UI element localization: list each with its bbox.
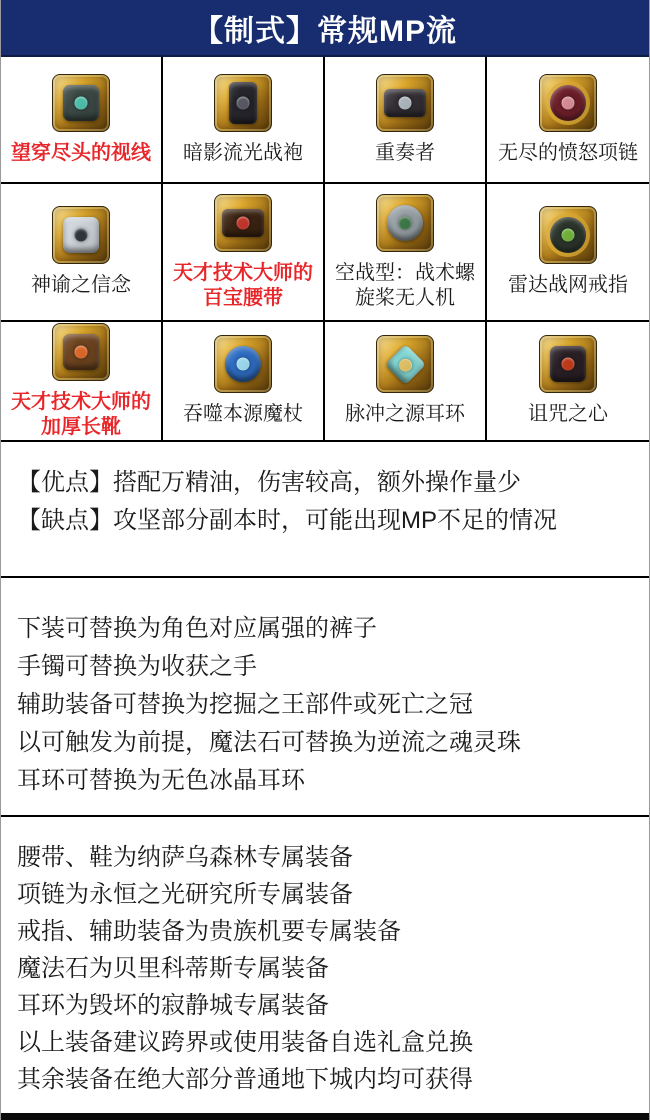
- shadow-armor-icon: [214, 74, 272, 132]
- source-note-line: 其余装备在绝大部分普通地下城内均可获得: [17, 1066, 473, 1093]
- source-note-line: 魔法石为贝里科蒂斯专属装备: [17, 955, 329, 982]
- title-bar: [1, 0, 649, 57]
- equipment-cell: [163, 184, 325, 322]
- equipment-name: 重奏者: [375, 141, 435, 164]
- cons-line: 【缺点】攻坚部分副本时，可能出现MP不足的情况: [17, 507, 557, 534]
- heavy-device-icon: [376, 74, 434, 132]
- equipment-name: 诅咒之心: [528, 403, 608, 425]
- equipment-cell: [1, 184, 163, 322]
- pros-cons-section: [1, 442, 649, 578]
- bottom-border-bar: [1, 1113, 649, 1120]
- equipment-cell: [163, 322, 325, 440]
- equipment-cell: [1, 322, 163, 440]
- propeller-drone-icon: [376, 194, 434, 252]
- equipment-name: 雷达战网戒指: [508, 274, 628, 296]
- equipment-cell: [487, 184, 649, 322]
- oracle-armor-icon: [52, 206, 110, 264]
- master-belt-icon: [214, 194, 272, 252]
- thick-boots-icon: [52, 323, 110, 381]
- wrath-amulet-icon: [539, 74, 597, 132]
- equipment-name: 天才技术大师的百宝腰带: [173, 261, 313, 309]
- pros-line: 【优点】搭配万精油，伤害较高，额外操作量少: [17, 469, 521, 496]
- source-note-line: 戒指、辅助装备为贵族机要专属装备: [17, 918, 401, 945]
- equipment-name: 暗影流光战袍: [183, 141, 303, 164]
- replacement-note-line: 下装可替换为角色对应属强的裤子: [17, 615, 377, 642]
- equipment-cell: [325, 57, 487, 184]
- equipment-cell: [325, 322, 487, 440]
- source-notes-section: [1, 817, 649, 1113]
- equipment-cell: [1, 57, 163, 184]
- radar-ring-icon: [539, 206, 597, 264]
- equipment-cell: [325, 184, 487, 322]
- replacement-note-line: 手镯可替换为收获之手: [17, 653, 257, 680]
- replacement-note-line: 耳环可替换为无色冰晶耳环: [17, 767, 305, 794]
- equipment-name: 吞噬本源魔杖: [183, 403, 303, 425]
- equipment-cell: [487, 57, 649, 184]
- equipment-name: 神谕之信念: [31, 274, 131, 296]
- equipment-name: 望穿尽头的视线: [11, 141, 151, 164]
- source-note-line: 耳环为毁坏的寂静城专属装备: [17, 992, 329, 1019]
- hooded-visor-icon: [52, 74, 110, 132]
- source-note-line: 项链为永恒之光研究所专属装备: [17, 881, 353, 908]
- page-title: 【制式】常规MP流: [193, 14, 457, 48]
- source-note-line: 腰带、鞋为纳萨乌森林专属装备: [17, 844, 353, 871]
- equipment-name: 无尽的愤怒项链: [498, 141, 638, 164]
- equipment-cell: [163, 57, 325, 184]
- equipment-cell: [487, 322, 649, 440]
- origin-orb-staff-icon: [214, 335, 272, 393]
- equipment-name: 天才技术大师的加厚长靴: [11, 390, 151, 438]
- replacement-notes-section: [1, 578, 649, 817]
- pulse-earring-icon: [376, 335, 434, 393]
- equipment-grid: [1, 57, 649, 442]
- replacement-note-line: 以可触发为前提，魔法石可替换为逆流之魂灵珠: [17, 729, 521, 756]
- equipment-name: 脉冲之源耳环: [345, 403, 465, 425]
- cursed-heart-icon: [539, 335, 597, 393]
- equipment-name: 空战型：战术螺旋桨无人机: [335, 261, 475, 309]
- source-note-line: 以上装备建议跨界或使用装备自选礼盒兑换: [17, 1029, 473, 1056]
- replacement-note-line: 辅助装备可替换为挖掘之王部件或死亡之冠: [17, 691, 473, 718]
